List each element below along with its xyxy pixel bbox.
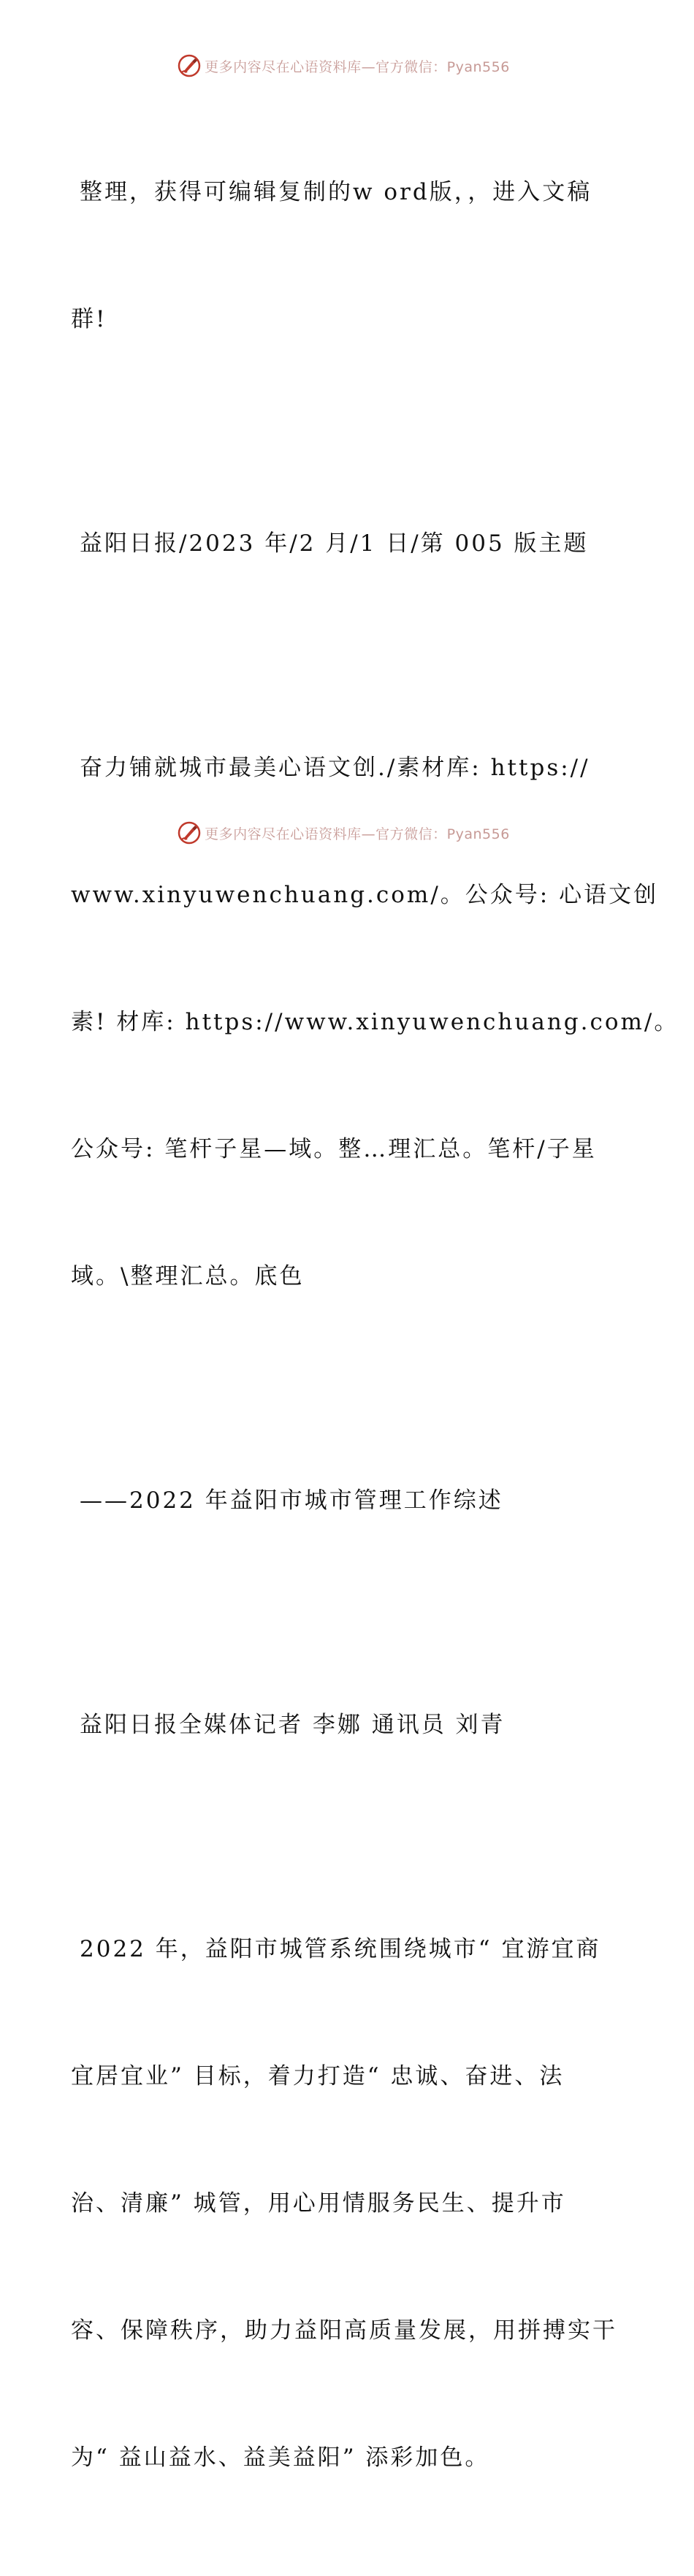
text-line: 公众号: 笔杆子星—域。整…理汇总。笔杆/子星 bbox=[71, 1136, 597, 1162]
text-line: 益阳日报/2023 年/2 月/1 日/第 005 版主题 bbox=[80, 530, 589, 557]
footer-banner-text bbox=[205, 823, 510, 843]
paragraph-source bbox=[71, 438, 626, 649]
footer-banner bbox=[0, 818, 694, 847]
paragraph-intro bbox=[71, 86, 626, 425]
header-banner-label: 更多内容尽在心语资料库—官方微信： bbox=[205, 58, 447, 75]
text-line: 域。\整理汇总。底色 bbox=[71, 1263, 305, 1289]
document-body bbox=[71, 86, 679, 2576]
paragraph-title bbox=[71, 662, 679, 1382]
pen-logo-icon bbox=[177, 820, 202, 845]
text-line: 益阳日报全媒体记者 李娜 通讯员 刘青 bbox=[80, 1712, 506, 1738]
text-line: www.xinyuwenchuang.com/。公众号: 心语文创 bbox=[71, 882, 659, 908]
header-banner-inner bbox=[177, 53, 510, 78]
text-line: 容、保障秩序，助力益阳高质量发展，用拼搏实干 bbox=[71, 2317, 617, 2344]
text-line: 治、清廉” 城管，用心用情服务民生、提升市 bbox=[71, 2190, 566, 2217]
footer-banner-inner bbox=[177, 820, 510, 845]
text-line: 为“ 益山益水、益美益阳” 添彩加色。 bbox=[71, 2444, 490, 2471]
text-line: 2022 年，益阳市城管系统围绕城市“ 宜游宜商 bbox=[80, 1936, 601, 1962]
paragraph-body bbox=[71, 1843, 626, 2564]
paragraph-subtitle bbox=[71, 1395, 626, 1607]
text-line: 奋力铺就城市最美心语文创./素材库: https:// bbox=[80, 755, 590, 781]
header-banner bbox=[0, 51, 694, 80]
text-line: 宜居宜业” 目标，着力打造“ 忠诚、奋进、法 bbox=[71, 2063, 565, 2089]
text-line: 整理，获得可编辑复制的w ord版，，进入文稿 bbox=[80, 179, 592, 205]
text-line: 群! bbox=[71, 306, 107, 332]
header-banner-text bbox=[205, 56, 510, 76]
header-banner-wechat-id: Pyan556 bbox=[446, 58, 510, 75]
paragraph-byline bbox=[71, 1619, 626, 1831]
footer-banner-label: 更多内容尽在心语资料库—官方微信： bbox=[205, 826, 447, 842]
pen-logo-icon bbox=[177, 53, 202, 78]
text-line: ——2022 年益阳市城市管理工作综述 bbox=[80, 1487, 503, 1514]
text-line: 素! 材库: https://www.xinyuwenchuang.com/。 bbox=[71, 1009, 679, 1035]
footer-banner-wechat-id: Pyan556 bbox=[446, 826, 510, 842]
